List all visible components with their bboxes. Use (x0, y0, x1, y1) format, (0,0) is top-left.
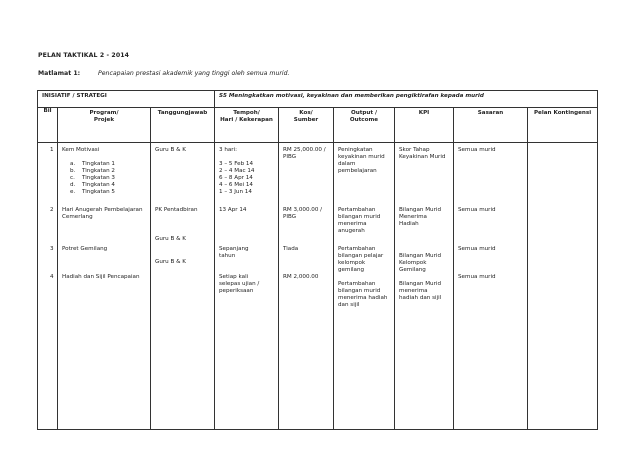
row-1-tempoh: 3 hari: (219, 147, 238, 153)
row-2-program: Hari Anugerah Pembelajaran Cemerlang (62, 207, 143, 220)
row-4-tanggungjawab: Guru B & K (155, 259, 186, 265)
header-bil: Bil (38, 108, 58, 143)
list-item: b. Tingkatan 2 (70, 168, 115, 174)
pelan-kontingensi-cell (528, 143, 598, 430)
kos-cell (279, 143, 334, 430)
kpi-cell (395, 143, 454, 430)
strategy-label: INISIATIF / STRATEGI (38, 91, 215, 108)
list-item: a. Tingkatan 1 (70, 161, 115, 167)
row-1-sasaran: Semua murid (458, 147, 496, 153)
tempoh-cell (215, 143, 279, 430)
tactical-plan-table (37, 90, 598, 430)
row-4-kpi: Bilangan Murid menerima hadiah dan sijil (399, 281, 442, 301)
row-4-output: Pertambahan bilangan murid menerima hadiah dan sijil (338, 281, 388, 308)
row-1-bil: 1 (50, 147, 54, 153)
row-3-tempoh: Sepanjang tahun (219, 246, 249, 259)
row-3-output: Pertambahan bilangan pelajar kelompok gemilang (338, 246, 384, 273)
row-3-program: Potret Gemilang (62, 246, 108, 252)
sasaran-cell (454, 143, 528, 430)
list-item: e. Tingkatan 5 (70, 189, 115, 195)
row-3-tanggungjawab: Guru B & K (155, 236, 186, 242)
header-kpi: KPI (395, 108, 454, 143)
row-2-kpi: Bilangan Murid Menerima Hadiah (399, 207, 441, 227)
row-2-kos: RM 3,000.00 / PIBG (283, 207, 323, 220)
row-1-kpi: Skor Tahap Keyakinan Murid (399, 147, 446, 160)
header-sasaran: Sasaran (454, 108, 528, 143)
row-4-kos: RM 2,000.00 (283, 274, 319, 280)
objective-label: Matlamat 1: (38, 70, 81, 77)
row-2-sasaran: Semua murid (458, 207, 496, 213)
objective-line (38, 70, 290, 77)
row-1-tanggungjawab: Guru B & K (155, 147, 186, 153)
header-tanggungjawab: Tanggungjawab (151, 108, 215, 143)
strategy-value: S5 Meningkatkan motivasi, keyakinan dan memberikan pengiktirafan kepada murid (215, 91, 598, 108)
objective-text: Pencapaian prestasi akademik yang tinggi oleh semua murid. (98, 70, 290, 77)
table-body-row (38, 143, 598, 430)
row-1-output: Peningkatan keyakinan murid dalam pembelajaran (338, 147, 385, 174)
row-4-sasaran: Semua murid (458, 274, 496, 280)
header-tempoh: Tempoh/ Hari / Kekerapan (215, 108, 279, 143)
header-output: Output / Outcome (334, 108, 395, 143)
bil-cell (38, 143, 58, 430)
row-3-kpi: Bilangan Murid Kelompok Gemilang (399, 253, 441, 273)
row-1-tempoh-dates: 3 – 5 Feb 14 2 – 4 Mac 14 6 – 8 Apr 14 4 – 6 Mei 14 1 – 3 Jun 14 (219, 161, 255, 195)
output-cell (334, 143, 395, 430)
row-2-tempoh: 13 Apr 14 (219, 207, 247, 213)
row-2-bil: 2 (50, 207, 54, 213)
header-kos: Kos/ Sumber (279, 108, 334, 143)
row-4-bil: 4 (50, 274, 54, 280)
row-1-kos: RM 25,000.00 / PIBG (283, 147, 326, 160)
strategy-row (38, 91, 598, 108)
tanggungjawab-cell (151, 143, 215, 430)
header-program: Program/ Projek (58, 108, 151, 143)
row-3-kos: Tiada (283, 246, 299, 252)
row-4-program: Hadiah dan Sijil Pencapaian (62, 274, 140, 280)
row-2-output: Pertambahan bilangan murid menerima anugerah (338, 207, 381, 234)
list-item: d. Tingkatan 4 (70, 182, 115, 188)
row-2-tanggungjawab: PK Pentadbiran (155, 207, 198, 213)
header-pelan: Pelan Kontingensi (528, 108, 598, 143)
header-row (38, 108, 598, 143)
row-3-bil: 3 (50, 246, 54, 252)
row-3-sasaran: Semua murid (458, 246, 496, 252)
program-cell (58, 143, 151, 430)
row-1-program: Kem Motivasi (62, 147, 100, 153)
document-title: PELAN TAKTIKAL 2 - 2014 (38, 52, 130, 59)
row-4-tempoh: Setiap kali selepas ujian / peperiksaan (219, 274, 260, 294)
list-item: c. Tingkatan 3 (70, 175, 115, 181)
